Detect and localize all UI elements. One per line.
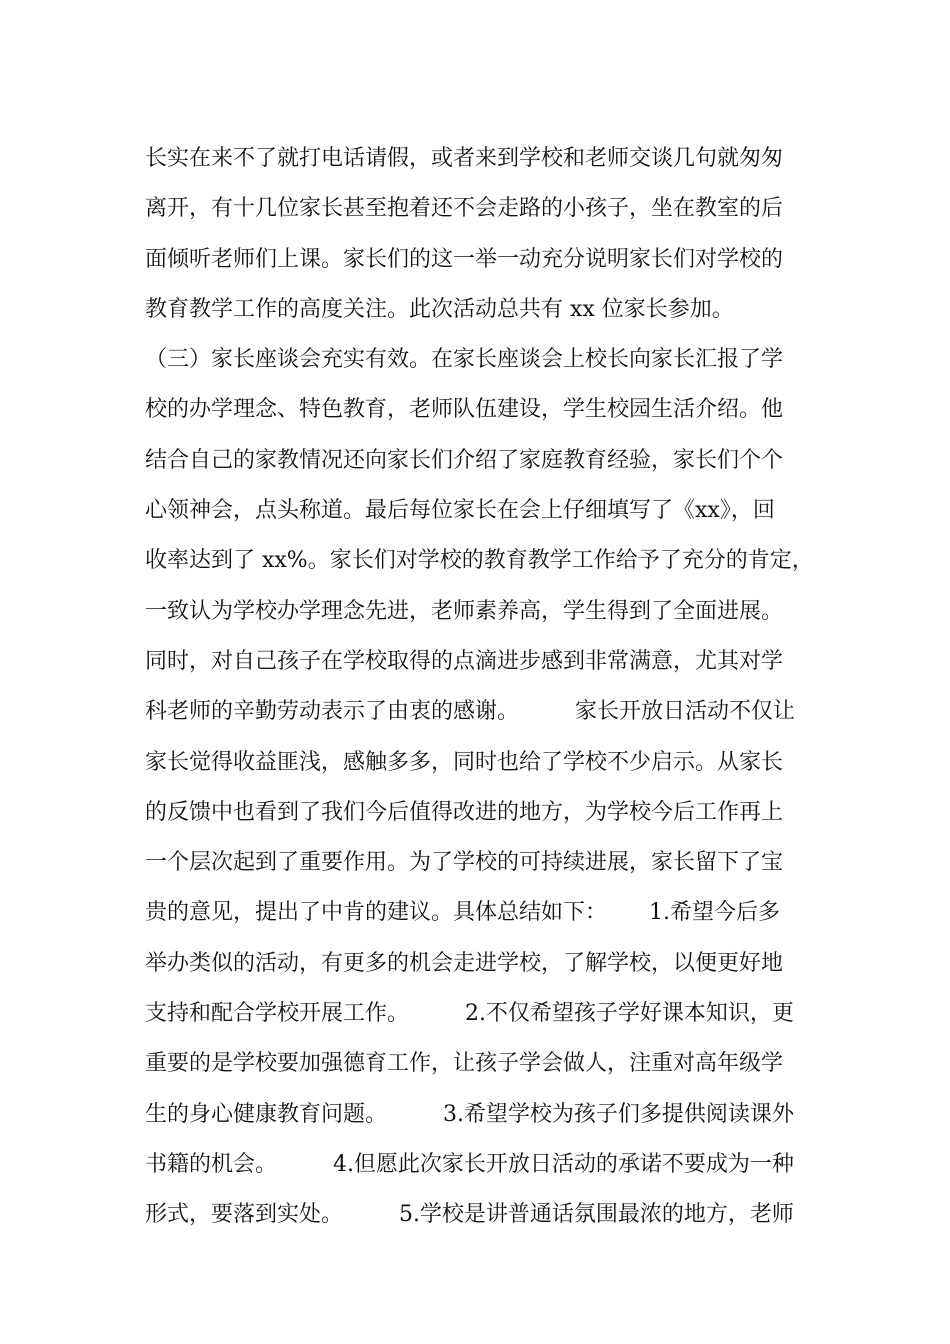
text-line: 心领神会，点头称道。最后每位家长在会上仔细填写了《xx》，回 [145,498,775,524]
text-line: 的反馈中也看到了我们今后值得改进的地方，为学校今后工作再上 [145,799,784,825]
text-line: 家长觉得收益匪浅，感触多多，同时也给了学校不少启示。从家长 [145,749,784,775]
text-line: 同时，对自己孩子在学校取得的点滴进步感到非常满意，尤其对学 [145,648,784,674]
text-line: 校的办学理念、特色教育，老师队伍建设，学生校园生活介绍。他 [145,397,784,423]
text-line: 贵的意见，提出了中肯的建议。具体总结如下： 1.希望今后多 [145,900,780,926]
text-line: 长实在来不了就打电话请假，或者来到学校和老师交谈几句就匆匆 [145,146,784,171]
text-line: 科老师的辛勤劳动表示了由衷的感谢。 家长开放日活动不仅让 [145,699,795,725]
text-line: 生的身心健康教育问题。 3.希望学校为孩子们多提供阅读课外 [145,1101,794,1127]
section-heading-line: （三）家长座谈会充实有效。在家长座谈会上校长向家长汇报了学 [145,347,784,373]
document-body [145,134,825,1241]
text-line: 书籍的机会。 4.但愿此次家长开放日活动的承诺不要成为一种 [145,1151,794,1177]
text-line: 举办类似的活动，有更多的机会走进学校，了解学校，以便更好地 [145,950,784,976]
text-line: 离开，有十几位家长甚至抱着还不会走路的小孩子，坐在教室的后 [145,196,784,222]
text-line: 形式，要落到实处。 5.学校是讲普通话氛围最浓的地方，老师 [145,1202,794,1228]
text-line: 收率达到了 xx%。家长们对学校的教育教学工作给予了充分的肯定， [145,548,814,574]
text-line: 重要的是学校要加强德育工作，让孩子学会做人，注重对高年级学 [145,1051,784,1077]
text-line: 一个层次起到了重要作用。为了学校的可持续进展，家长留下了宝 [145,850,784,876]
text-line: 结合自己的家教情况还向家长们介绍了家庭教育经验，家长们个个 [145,447,784,473]
text-line: 支持和配合学校开展工作。 2.不仅希望孩子学好课本知识，更 [145,1001,794,1027]
text-line: 一致认为学校办学理念先进，老师素养高，学生得到了全面进展。 [145,598,784,624]
text-line: 面倾听老师们上课。家长们的这一举一动充分说明家长们对学校的 [145,246,784,272]
text-line: 教育教学工作的高度关注。此次活动总共有 xx 位家长参加。 [145,296,734,322]
